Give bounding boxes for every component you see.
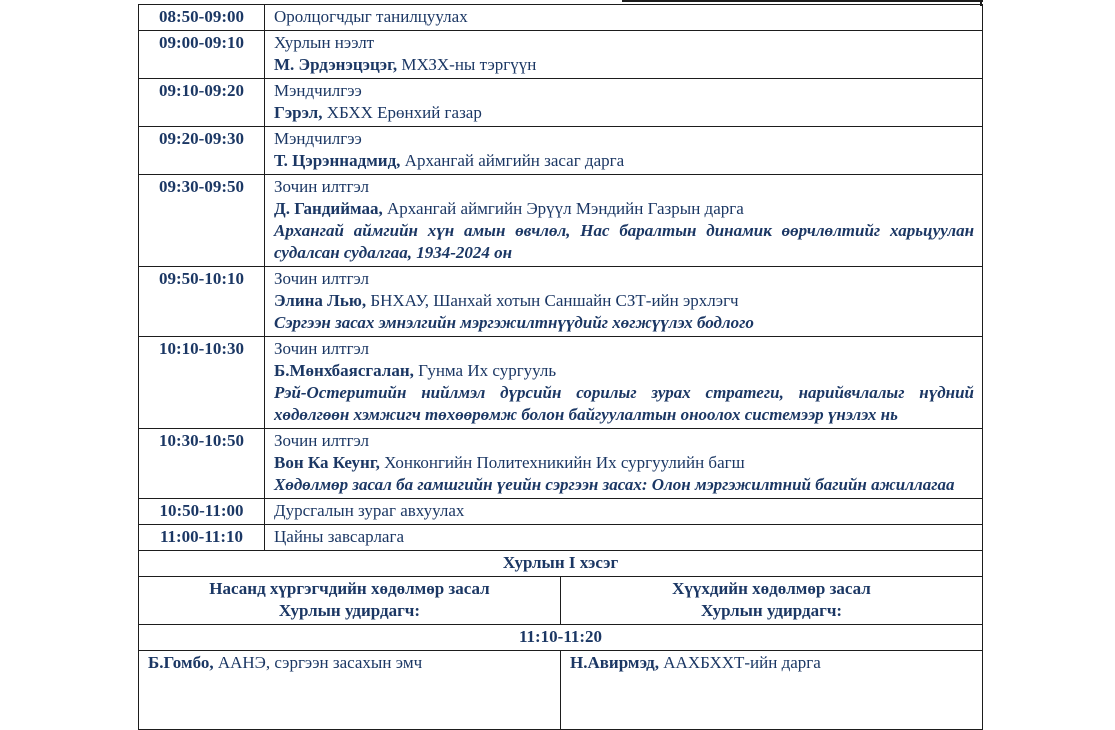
agenda-row-1050 <box>139 499 983 525</box>
speaker-role: Архангай аймгийн засаг дарга <box>400 151 625 170</box>
speaker-role: ХБХХ Ерөнхий газар <box>322 103 482 122</box>
track-header-row <box>139 577 983 625</box>
speaker-line <box>274 198 974 220</box>
detail-line: Мэндчилгээ <box>274 129 362 148</box>
section-cell: 11:10-11:20 <box>139 625 983 651</box>
content-cell <box>265 175 983 267</box>
cropped-row-remnant-line <box>622 0 983 2</box>
speaker-line <box>274 150 974 172</box>
time-cell: 09:10-09:20 <box>139 79 265 127</box>
speaker-line <box>274 290 974 312</box>
time-cell: 10:50-11:00 <box>139 499 265 525</box>
track-line: Хурлын удирдагч: <box>700 601 843 620</box>
time-cell: 09:50-10:10 <box>139 267 265 337</box>
speaker-name: Н.Авирмэд, <box>570 653 660 672</box>
agenda-row-0910 <box>139 79 983 127</box>
content-cell <box>265 337 983 429</box>
speaker-role: Гунма Их сургууль <box>413 361 557 380</box>
talk-title: Рэй-Остеритийн нийлмэл дүрсийн сорилыг зурах стратеги, нарийвчлалыг нүдний хөдөлгөөн хэмжигч төхөөрөмж болон байгуулалтын оноолох системээр үнэлэх нь <box>274 383 975 424</box>
speaker-name: Вон Ка Кеунг, <box>274 453 380 472</box>
speaker-cell <box>139 651 561 730</box>
speaker-name: Д. Гандиймаа, <box>274 199 383 218</box>
time-cell: 09:30-09:50 <box>139 175 265 267</box>
speaker-role: Архангай аймгийн Эрүүл Мэндийн Газрын дарга <box>382 199 744 218</box>
detail-line: Хурлын нээлт <box>274 33 375 52</box>
content-cell <box>265 127 983 175</box>
speaker-name: М. Эрдэнэцэцэг, <box>274 55 398 74</box>
content-cell <box>265 267 983 337</box>
speaker-cell <box>561 651 983 730</box>
speaker-name: Т. Цэрэннадмид, <box>274 151 401 170</box>
speaker-name: Б.Мөнхбаясгалан, <box>274 361 414 380</box>
agenda-row-1100 <box>139 525 983 551</box>
speaker-role: МХЗХ-ны тэргүүн <box>397 55 537 74</box>
content-cell <box>265 31 983 79</box>
detail-line: Оролцогчдыг танилцуулах <box>274 7 468 26</box>
speaker-role: ААНЭ, сэргээн засахын эмч <box>213 653 423 672</box>
speaker-line <box>274 54 974 76</box>
speaker-line <box>274 452 974 474</box>
conference-agenda-table <box>138 4 983 730</box>
detail-line: Зочин илтгэл <box>274 431 370 450</box>
speaker-line <box>274 360 974 382</box>
track-line: Насанд хүргэгчдийн хөдөлмөр засал <box>209 579 490 598</box>
speaker-line <box>274 102 974 124</box>
time-cell: 09:00-09:10 <box>139 31 265 79</box>
track-line: Хүүхдийн хөдөлмөр засал <box>672 579 871 598</box>
section-header-row <box>139 551 983 577</box>
speaker-name: Элина Лью, <box>274 291 367 310</box>
agenda-row-0850 <box>139 5 983 31</box>
time-cell: 08:50-09:00 <box>139 5 265 31</box>
agenda-row-1010 <box>139 337 983 429</box>
agenda-row-0930 <box>139 175 983 267</box>
speaker-line <box>148 652 552 674</box>
track-line: Хурлын удирдагч: <box>278 601 421 620</box>
time-cell: 11:00-11:10 <box>139 525 265 551</box>
content-cell <box>265 79 983 127</box>
speaker-role: ААХБХХТ-ийн дарга <box>659 653 821 672</box>
content-cell <box>265 5 983 31</box>
talk-title: Сэргээн засах эмнэлгийн мэргэжилтнүүдийг хөгжүүлэх бодлого <box>274 313 754 332</box>
content-cell <box>265 499 983 525</box>
detail-line: Цайны завсарлага <box>274 527 404 546</box>
agenda-row-0950 <box>139 267 983 337</box>
time-cell: 10:10-10:30 <box>139 337 265 429</box>
speaker-name: Гэрэл, <box>274 103 323 122</box>
agenda-row-1030 <box>139 429 983 499</box>
detail-line: Зочин илтгэл <box>274 269 370 288</box>
talk-title: Хөдөлмөр засал ба гамшгийн үеийн сэргээн засах: Олон мэргэжилтний багийн ажиллагаа <box>274 475 955 494</box>
detail-line: Зочин илтгэл <box>274 177 370 196</box>
track-cell <box>139 577 561 625</box>
content-cell <box>265 429 983 499</box>
time-cell: 10:30-10:50 <box>139 429 265 499</box>
agenda-row-0900 <box>139 31 983 79</box>
speaker-role: Хонконгийн Политехникийн Их сургуулийн багш <box>379 453 745 472</box>
detail-line: Зочин илтгэл <box>274 339 370 358</box>
detail-line: Мэндчилгээ <box>274 81 362 100</box>
time-banner-row <box>139 625 983 651</box>
speaker-row <box>139 651 983 730</box>
agenda-row-0920 <box>139 127 983 175</box>
speaker-role: БНХАУ, Шанхай хотын Саншайн СЗТ-ийн эрхлэгч <box>366 291 739 310</box>
section-cell: Хурлын I хэсэг <box>139 551 983 577</box>
content-cell <box>265 525 983 551</box>
track-cell <box>561 577 983 625</box>
speaker-line <box>570 652 974 674</box>
talk-title: Архангай аймгийн хүн амын өвчлөл, Нас баралтын динамик өөрчлөлтийг харьцуулан судалсан судалгаа, 1934-2024 он <box>274 221 975 262</box>
time-cell: 09:20-09:30 <box>139 127 265 175</box>
speaker-name: Б.Гомбо, <box>148 653 214 672</box>
detail-line: Дурсгалын зураг авхуулах <box>274 501 465 520</box>
